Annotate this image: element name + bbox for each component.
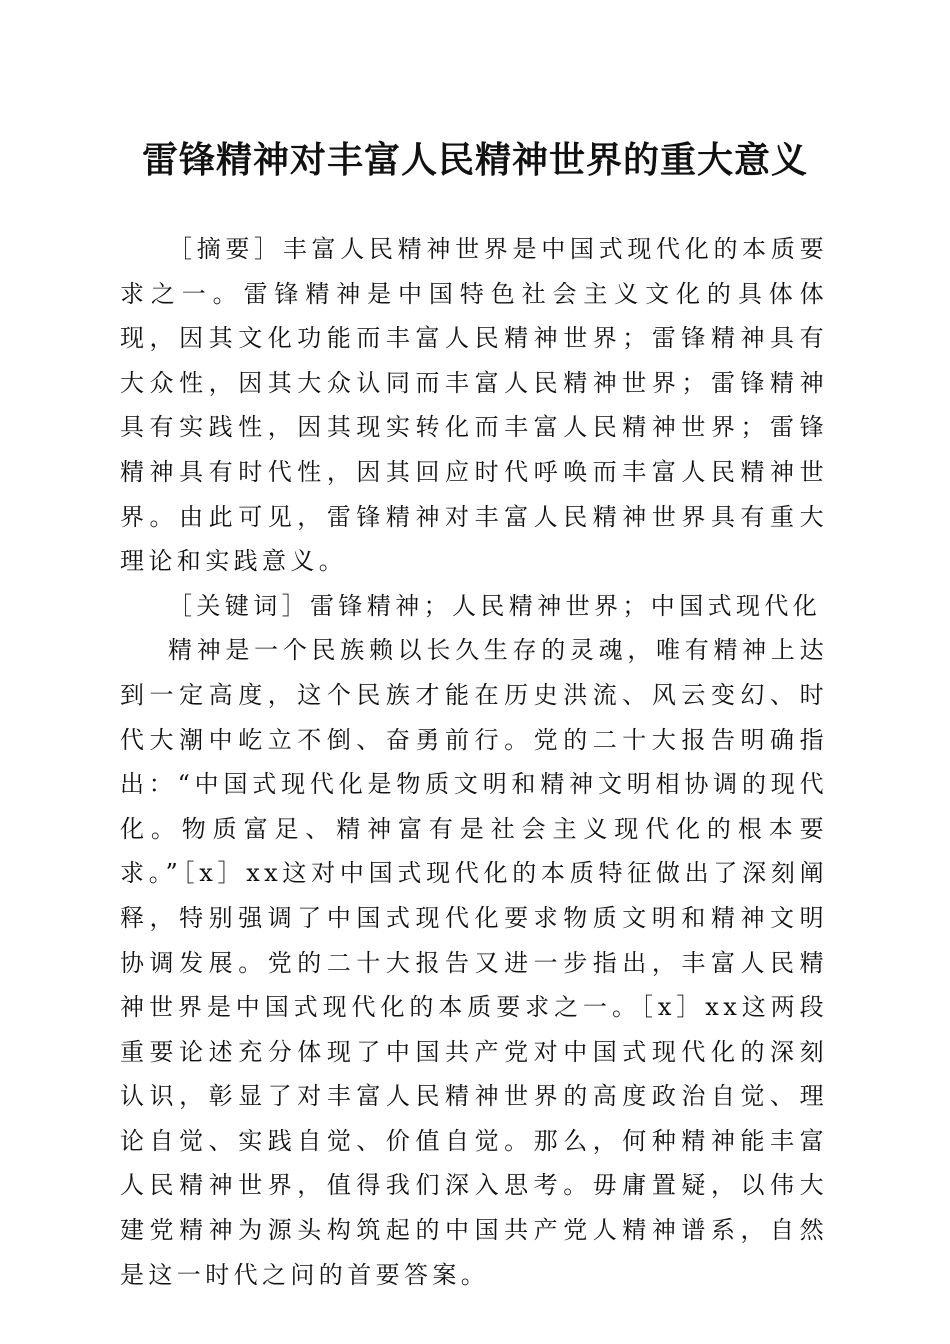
abstract-paragraph: ［摘要］丰富人民精神世界是中国式现代化的本质要求之一。雷锋精神是中国特色社会主义文化的具体体现，因其文化功能而丰富人民精神世界；雷锋精神具有大众性，因其大众认同而丰富人民精神世界；雷锋精神具有实践性，因其现实转化而丰富人民精神世界；雷锋精神具有时代性，因其回应时代呼唤而丰富人民精神世界。由此可见，雷锋精神对丰富人民精神世界具有重大理论和实践意义。 <box>120 235 828 576</box>
document-body <box>120 227 828 1297</box>
document-title: 雷锋精神对丰富人民精神世界的重大意义 <box>141 139 808 181</box>
keywords-paragraph: ［关键词］雷锋精神；人民精神世界；中国式现代化 <box>168 591 822 620</box>
body-paragraph: 精神是一个民族赖以长久生存的灵魂，唯有精神上达到一定高度，这个民族才能在历史洪流、风云变幻、时代大潮中屹立不倒、奋勇前行。党的二十大报告明确指出：“中国式现代化是物质文明和精神文明相协调的现代化。物质富足、精神富有是社会主义现代化的根本要求。”［x］xx这对中国式现代化的本质特征做出了深刻阐释，特别强调了中国式现代化要求物质文明和精神文明协调发展。党的二十大报告又进一步指出，丰富人民精神世界是中国式现代化的本质要求之一。［x］xx这两段重要论述充分体现了中国共产党对中国式现代化的深刻认识，彰显了对丰富人民精神世界的高度政治自觉、理论自觉、实践自觉、价值自觉。那么，何种精神能丰富人民精神世界，值得我们深入思考。毋庸置疑，以伟大建党精神为源头构筑起的中国共产党人精神谱系，自然是这一时代之问的首要答案。 <box>120 636 828 1289</box>
